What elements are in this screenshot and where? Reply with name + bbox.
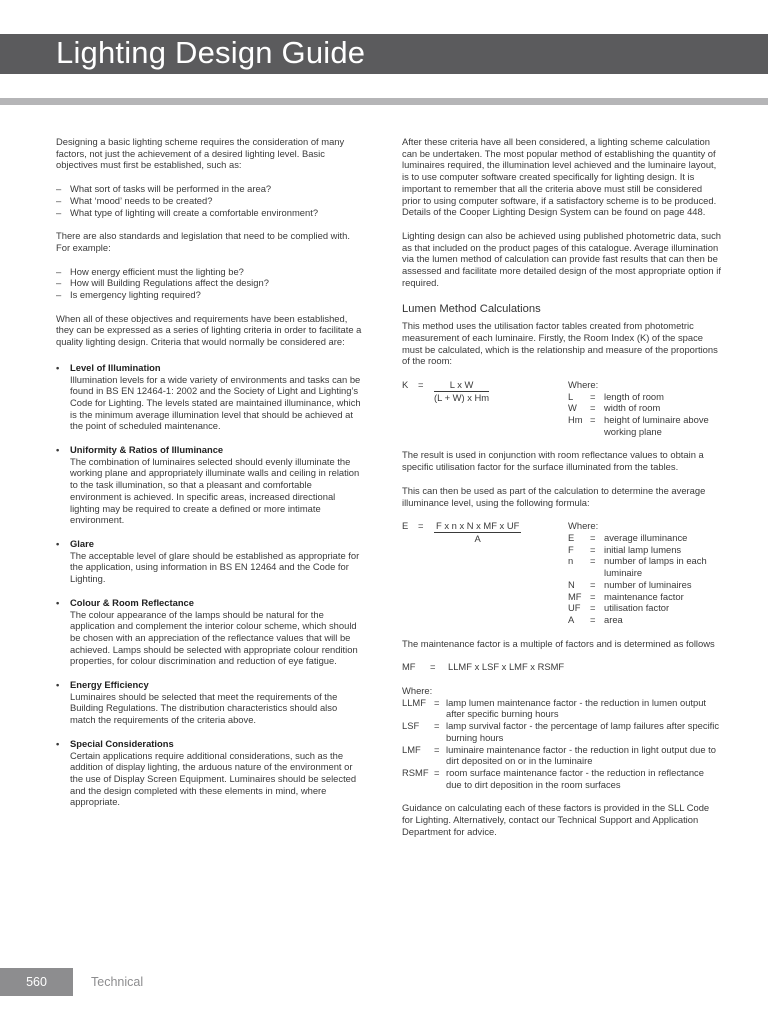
list-item: – What ‘mood’ needs to be created?: [56, 195, 362, 207]
definition-row: [568, 391, 722, 403]
header-divider: [0, 98, 768, 105]
page-number-box: [0, 968, 73, 996]
page-title: Lighting Design Guide: [56, 35, 366, 70]
definition-equals: =: [434, 743, 440, 755]
definition-text: utilisation factor: [604, 602, 670, 614]
bullet-icon: •: [56, 444, 60, 456]
definition-symbol: F: [568, 543, 574, 555]
title-bar: [0, 34, 768, 74]
definition-equals: =: [590, 543, 596, 555]
definition-row: [568, 555, 722, 578]
criteria-paragraph: When all of these objectives and requirements have been established, they can be expressed as a series of lighting criteria in order to facilitate a quality lighting design. Criteria that would normally be considered are:: [56, 312, 362, 348]
definition-text: area: [604, 613, 623, 625]
definition-row: [402, 697, 722, 720]
definition-row: [568, 579, 722, 591]
maintenance-factor-definitions: [402, 685, 722, 790]
definition-equals: =: [590, 390, 596, 402]
formula-lhs: K: [402, 378, 409, 390]
criteria-body: Certain applications require additional considerations, such as the addition of display lighting, the arduous nature of the environment or the use of Display Screen Equipment. Luminaires should be selected and the design completed with these elements in mind, where appropriate.: [70, 749, 357, 808]
formula-lhs: MF: [402, 661, 416, 673]
definition-text: luminaire maintenance factor - the reduction in light output due to dirt deposited on or in the luminaire: [446, 743, 716, 767]
definition-symbol: E: [568, 531, 575, 543]
criteria-item: [56, 362, 362, 432]
software-paragraph: After these criteria have all been considered, a lighting scheme calculation can be undertaken. The most popular method of establishing the quantity of luminaires required, the illumination level achieved and the luminaire layout, is to use computer software created specifically for lighting design. It is important to remember that all the criteria above must still be considered prior to using computer software, if a satisfactory scheme is to be produced. Details of the Cooper Lighting Design System can be found on page 448.: [402, 136, 717, 218]
definition-row: [402, 744, 722, 767]
definition-text: average illuminance: [604, 531, 688, 543]
list-item: – How energy efficient must the lighting be?: [56, 266, 362, 278]
definition-text: lamp lumen maintenance factor - the reduction in lumen output after specific burning hours: [446, 696, 707, 720]
definition-row: [568, 402, 722, 414]
where-label: Where:: [568, 378, 599, 390]
definition-text: maintenance factor: [604, 590, 684, 602]
intro-paragraph: Designing a basic lighting scheme requires the consideration of many factors, not just the achievement of a desired lighting level. Basic objectives must first be established, such as:: [56, 136, 345, 171]
illuminance-definitions: [568, 520, 722, 625]
formula-rhs: LLMF x LSF x LMF x RSMF: [448, 661, 565, 673]
criteria-title: Energy Efficiency: [70, 679, 149, 691]
definition-equals: =: [434, 696, 440, 708]
definition-row: [402, 720, 722, 743]
bullet-icon: •: [56, 596, 60, 608]
section-label: Technical: [91, 975, 144, 989]
definition-symbol: N: [568, 578, 575, 590]
definition-row: [402, 767, 722, 790]
criteria-body: Illumination levels for a wide variety of environments and tasks can be found in BS EN 12464-1: 2002 and the Society of Light and Lighting’s Code for Lighting. The levels stated are maintained illuminance, which is the minimum average illumination level that should be achieved at the point of scheduled maintenance.: [70, 373, 361, 432]
criteria-item: [56, 679, 362, 726]
bullet-icon: •: [56, 679, 60, 691]
utilisation-paragraph: The result is used in conjunction with room reflectance values to obtain a specific utilisation factor for the surface illuminated from the tables.: [402, 449, 704, 473]
definition-symbol: LLMF: [402, 696, 426, 708]
definition-text: initial lamp lumens: [604, 543, 682, 555]
criteria-item: [56, 538, 362, 585]
definition-symbol: Hm: [568, 414, 583, 426]
criteria-item: [56, 597, 362, 667]
room-index-paragraph: This method uses the utilisation factor tables created from photometric measurement of each luminaire. Firstly, the Room Index (K) of the space must be calculated, which is the relationship and measure of the proportions of the room:: [402, 320, 718, 367]
photometric-paragraph: Lighting design can also be achieved using published photometric data, such as that included on the product pages of this catalogue. Average illumination via the lumen method of calculation can provide fast results that can then be assessed and facilitate more detailed design of the most appropriate option if required.: [402, 229, 721, 288]
definition-equals: =: [590, 531, 596, 543]
definition-text: number of luminaires: [604, 578, 692, 590]
definition-row: [568, 532, 722, 544]
definition-symbol: UF: [568, 602, 581, 614]
definition-row: [568, 544, 722, 556]
formula-denominator: A: [474, 532, 481, 544]
definition-text: lamp survival factor - the percentage of lamp failures after specific burning hours: [446, 720, 720, 743]
illuminance-paragraph: This can then be used as part of the calculation to determine the average illuminance level, using the following formula:: [402, 484, 706, 508]
list-item: – What type of lighting will create a comfortable environment?: [56, 207, 362, 219]
definition-symbol: L: [568, 390, 574, 402]
definition-text: length of room: [604, 390, 664, 402]
maintenance-factor-paragraph: The maintenance factor is a multiple of factors and is determined as follows: [402, 637, 715, 649]
definition-text: width of room: [604, 402, 661, 414]
lumen-method-heading: Lumen Method Calculations: [402, 303, 541, 316]
definition-row: [568, 614, 722, 626]
formula-numerator: F x n x N x MF x UF: [436, 520, 520, 532]
definition-equals: =: [434, 720, 440, 732]
definition-row: [568, 591, 722, 603]
definition-text: room surface maintenance factor - the reduction in reflectance due to dirt deposition in the room surfaces: [446, 766, 704, 790]
definition-row: [568, 414, 722, 437]
page-number: 560: [26, 975, 47, 989]
room-index-definitions: [568, 379, 722, 438]
formula-lhs: E: [402, 520, 409, 532]
definition-text: height of luminaire above working plane: [604, 414, 709, 437]
formula-numerator: L x W: [434, 379, 489, 392]
definition-equals: =: [590, 590, 596, 602]
definition-symbol: A: [568, 613, 575, 625]
where-label: Where:: [568, 520, 599, 532]
definition-text: number of lamps in each luminaire: [604, 555, 707, 579]
criteria-body: The colour appearance of the lamps should be natural for the application and complement the interior colour scheme, which should be chosen with an appreciation of the reflectance values that will be achieved. Lamps should be selected with appropriate colour rendition properties, for colour discrimination and reduction of eye fatigue.: [70, 608, 358, 667]
list-item: – What sort of tasks will be performed in the area?: [56, 183, 362, 195]
criteria-body: The acceptable level of glare should be established as appropriate for the application, using information in BS EN 12464 and the Code for Lighting.: [70, 549, 360, 585]
criteria-title: Glare: [70, 537, 94, 549]
definition-symbol: LMF: [402, 743, 421, 755]
illuminance-formula: [402, 520, 722, 625]
standards-paragraph: There are also standards and legislation that need to be complied with. For example:: [56, 230, 350, 253]
formula-equals: =: [418, 378, 424, 390]
criteria-title: Special Considerations: [70, 737, 174, 749]
definition-equals: =: [590, 602, 596, 614]
definition-equals: =: [590, 402, 596, 414]
formula-equals: =: [418, 520, 424, 532]
criteria-body: The combination of luminaires selected should evenly illuminate the working plane and appropriately illuminate walls and ceiling in relation to the task illumination, so that a pleasant and comfortable environment is achieved. In specific areas, increased directional lighting may be required to create a defined or more intimate environment.: [70, 455, 360, 526]
criteria-item: [56, 444, 362, 526]
room-index-formula: [402, 379, 722, 438]
criteria-title: Uniformity & Ratios of Illuminance: [70, 444, 224, 456]
criteria-title: Colour & Room Reflectance: [70, 596, 194, 608]
bullet-icon: •: [56, 537, 60, 549]
definition-equals: =: [590, 613, 596, 625]
guidance-paragraph: Guidance on calculating each of these factors is provided in the SLL Code for Lighting. Alternatively, contact our Technical Support and Application Department for advice.: [402, 802, 710, 837]
right-column: [402, 136, 722, 849]
definition-equals: =: [590, 555, 596, 567]
maintenance-factor-formula: [402, 661, 722, 673]
where-label: Where:: [402, 685, 433, 697]
list-item: – Is emergency lighting required?: [56, 289, 362, 301]
definition-symbol: LSF: [402, 720, 420, 732]
definition-symbol: RSMF: [402, 766, 429, 778]
bullet-icon: •: [56, 361, 60, 373]
criteria-body: Luminaires should be selected that meet the requirements of the Building Regulations. The distribution characteristics should also match the requirements of the criteria above.: [70, 690, 338, 726]
bullet-icon: •: [56, 737, 60, 749]
definition-row: [568, 602, 722, 614]
formula-denominator: (L + W) x Hm: [434, 391, 490, 403]
definition-symbol: n: [568, 555, 574, 567]
definition-equals: =: [590, 578, 596, 590]
formula-equals: =: [430, 661, 436, 673]
list-item: – How will Building Regulations affect the design?: [56, 277, 362, 289]
objective-questions: [56, 183, 362, 218]
definition-equals: =: [590, 414, 596, 426]
standards-questions: [56, 266, 362, 301]
criteria-item: [56, 738, 362, 808]
criteria-list: [56, 362, 362, 808]
definition-symbol: W: [568, 402, 577, 414]
definition-symbol: MF: [568, 590, 582, 602]
left-column: [56, 136, 362, 820]
definition-equals: =: [434, 766, 440, 778]
formula-fraction: [434, 379, 489, 403]
criteria-title: Level of Illumination: [70, 361, 161, 373]
formula-fraction: [434, 520, 521, 544]
